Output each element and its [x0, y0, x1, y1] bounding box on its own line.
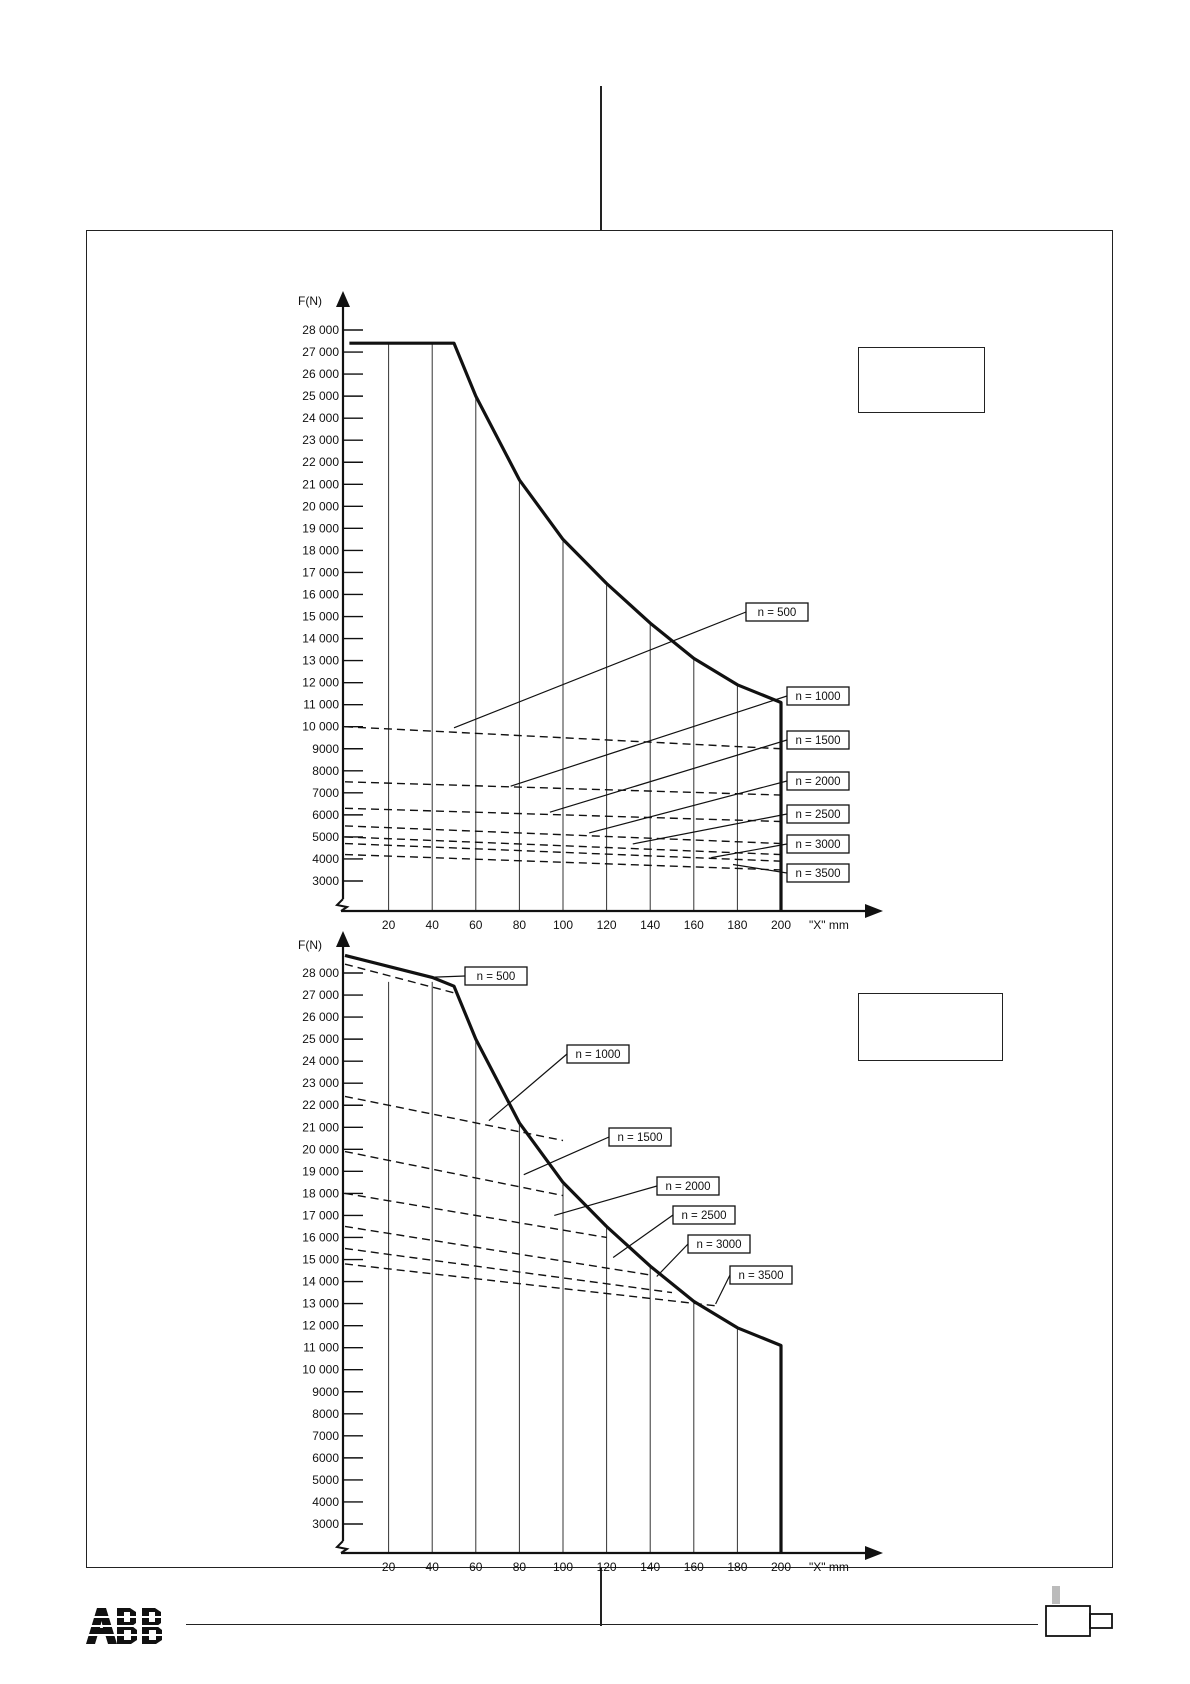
y-tick-label-10000: 10 000	[302, 1362, 339, 1377]
leader-line-3000	[711, 844, 787, 858]
x-tick-label-120: 120	[596, 918, 617, 932]
x-tick-label-100: 100	[552, 918, 574, 932]
series-label-3500: n = 3500	[738, 1270, 784, 1282]
chart-top	[87, 231, 1112, 932]
y-tick-label-19000: 19 000	[302, 521, 339, 536]
y-tick-label-7000: 7000	[312, 1428, 339, 1443]
series-label-2500: n = 2500	[681, 1210, 727, 1222]
series-line-1000	[345, 1096, 563, 1140]
y-tick-label-8000: 8000	[312, 763, 339, 778]
y-tick-label-15000: 15 000	[302, 609, 339, 624]
x-axis-title: "X" mm	[809, 1560, 849, 1574]
y-tick-label-6000: 6000	[312, 807, 339, 822]
x-tick-label-180: 180	[727, 1560, 748, 1574]
x-tick-label-140: 140	[640, 918, 661, 932]
y-tick-label-3000: 3000	[312, 874, 339, 888]
series-line-2500	[345, 1226, 650, 1274]
series-label-1500: n = 1500	[617, 1132, 663, 1144]
y-tick-label-12000: 12 000	[302, 1318, 339, 1333]
y-axis-arrow	[336, 291, 350, 307]
y-axis-title: F(N)	[298, 938, 322, 952]
x-tick-label-80: 80	[512, 1560, 527, 1574]
y-tick-label-22000: 22 000	[302, 1098, 339, 1113]
y-tick-label-19000: 19 000	[302, 1164, 339, 1179]
fold-line-bottom	[600, 1568, 602, 1626]
x-axis-title: "X" mm	[809, 918, 849, 932]
y-tick-label-16000: 16 000	[302, 1230, 339, 1245]
chart-frame	[86, 230, 1113, 1574]
series-label-2000: n = 2000	[665, 1181, 711, 1193]
blank-box-bottom	[858, 993, 1003, 1061]
series-label-3500: n = 3500	[795, 868, 841, 880]
x-tick-label-80: 80	[512, 918, 527, 932]
y-tick-label-20000: 20 000	[302, 499, 339, 514]
x-axis-arrow	[865, 904, 883, 918]
x-tick-label-60: 60	[469, 1560, 483, 1574]
series-line-3000	[345, 1249, 672, 1293]
y-tick-label-6000: 6000	[312, 1450, 339, 1465]
leader-line-3000	[657, 1244, 688, 1276]
connector-icon	[1044, 1586, 1114, 1638]
leader-line-2500	[633, 814, 787, 844]
y-tick-label-16000: 16 000	[302, 587, 339, 602]
y-tick-label-21000: 21 000	[302, 477, 339, 492]
y-tick-label-14000: 14 000	[302, 631, 339, 646]
y-tick-label-15000: 15 000	[302, 1252, 339, 1267]
x-tick-label-160: 160	[683, 918, 704, 932]
y-tick-label-11000: 11 000	[303, 1340, 339, 1355]
y-tick-label-7000: 7000	[312, 785, 339, 800]
y-tick-label-24000: 24 000	[302, 1054, 339, 1069]
x-tick-label-20: 20	[381, 1560, 396, 1574]
y-tick-label-25000: 25 000	[302, 1032, 339, 1047]
series-label-1500: n = 1500	[795, 735, 841, 747]
x-tick-label-40: 40	[425, 918, 439, 932]
series-label-500: n = 500	[476, 971, 516, 983]
y-axis-title: F(N)	[298, 294, 322, 308]
x-tick-label-200: 200	[770, 1560, 792, 1574]
y-tick-label-11000: 11 000	[303, 697, 339, 712]
y-tick-label-4000: 4000	[312, 851, 339, 866]
y-tick-label-10000: 10 000	[302, 719, 339, 734]
y-tick-label-4000: 4000	[312, 1494, 339, 1509]
y-tick-label-23000: 23 000	[302, 1076, 339, 1091]
y-tick-label-21000: 21 000	[302, 1120, 339, 1135]
leader-line-2000	[589, 781, 787, 833]
leader-line-1500	[524, 1137, 609, 1175]
x-tick-label-40: 40	[425, 1560, 439, 1574]
leader-line-1500	[550, 740, 787, 812]
y-tick-label-20000: 20 000	[302, 1142, 339, 1157]
y-tick-label-17000: 17 000	[302, 565, 339, 580]
x-axis-arrow	[865, 1546, 883, 1560]
y-tick-label-9000: 9000	[312, 741, 339, 756]
leader-line-500	[454, 612, 746, 728]
series-label-500: n = 500	[757, 607, 797, 619]
x-tick-label-60: 60	[469, 918, 483, 932]
y-tick-label-28000: 28 000	[302, 966, 339, 980]
y-axis-arrow	[336, 931, 350, 947]
x-tick-label-20: 20	[381, 918, 396, 932]
series-label-3000: n = 3000	[696, 1239, 742, 1251]
y-tick-label-18000: 18 000	[302, 543, 339, 558]
y-tick-label-23000: 23 000	[302, 433, 339, 448]
leader-line-1000	[511, 696, 787, 786]
x-tick-label-180: 180	[727, 918, 748, 932]
y-tick-label-9000: 9000	[312, 1384, 339, 1399]
footer-rule	[186, 1624, 1038, 1625]
y-tick-label-5000: 5000	[312, 829, 339, 844]
y-tick-label-18000: 18 000	[302, 1186, 339, 1201]
abb-logo	[86, 1608, 178, 1644]
y-tick-label-17000: 17 000	[302, 1208, 339, 1223]
x-tick-label-200: 200	[770, 918, 792, 932]
x-tick-label-120: 120	[596, 1560, 617, 1574]
y-tick-label-27000: 27 000	[302, 988, 339, 1003]
series-label-1000: n = 1000	[795, 691, 841, 703]
leader-line-3500	[716, 1275, 730, 1304]
axis-break-icon	[337, 899, 347, 911]
axis-break-icon	[337, 1541, 347, 1553]
y-tick-label-12000: 12 000	[302, 675, 339, 690]
series-label-2000: n = 2000	[795, 776, 841, 788]
y-tick-label-25000: 25 000	[302, 389, 339, 404]
series-line-1500	[345, 1152, 563, 1196]
y-tick-label-26000: 26 000	[302, 1010, 339, 1025]
y-tick-label-13000: 13 000	[302, 653, 339, 668]
x-tick-label-100: 100	[552, 1560, 574, 1574]
y-tick-label-13000: 13 000	[302, 1296, 339, 1311]
y-tick-label-5000: 5000	[312, 1472, 339, 1487]
fold-line-top	[600, 86, 602, 230]
blank-box-top	[858, 347, 985, 413]
y-tick-label-27000: 27 000	[302, 345, 339, 360]
y-tick-label-26000: 26 000	[302, 367, 339, 382]
series-line-3500	[345, 1264, 716, 1306]
series-label-1000: n = 1000	[575, 1049, 621, 1061]
series-label-2500: n = 2500	[795, 809, 841, 821]
y-tick-label-24000: 24 000	[302, 411, 339, 426]
y-tick-label-8000: 8000	[312, 1406, 339, 1421]
x-tick-label-160: 160	[683, 1560, 704, 1574]
series-label-3000: n = 3000	[795, 839, 841, 851]
y-tick-label-22000: 22 000	[302, 455, 339, 470]
limit-curve	[349, 343, 781, 911]
y-tick-label-28000: 28 000	[302, 323, 339, 337]
leader-line-2500	[613, 1215, 673, 1258]
y-tick-label-14000: 14 000	[302, 1274, 339, 1289]
y-tick-label-3000: 3000	[312, 1517, 339, 1531]
x-tick-label-140: 140	[640, 1560, 661, 1574]
